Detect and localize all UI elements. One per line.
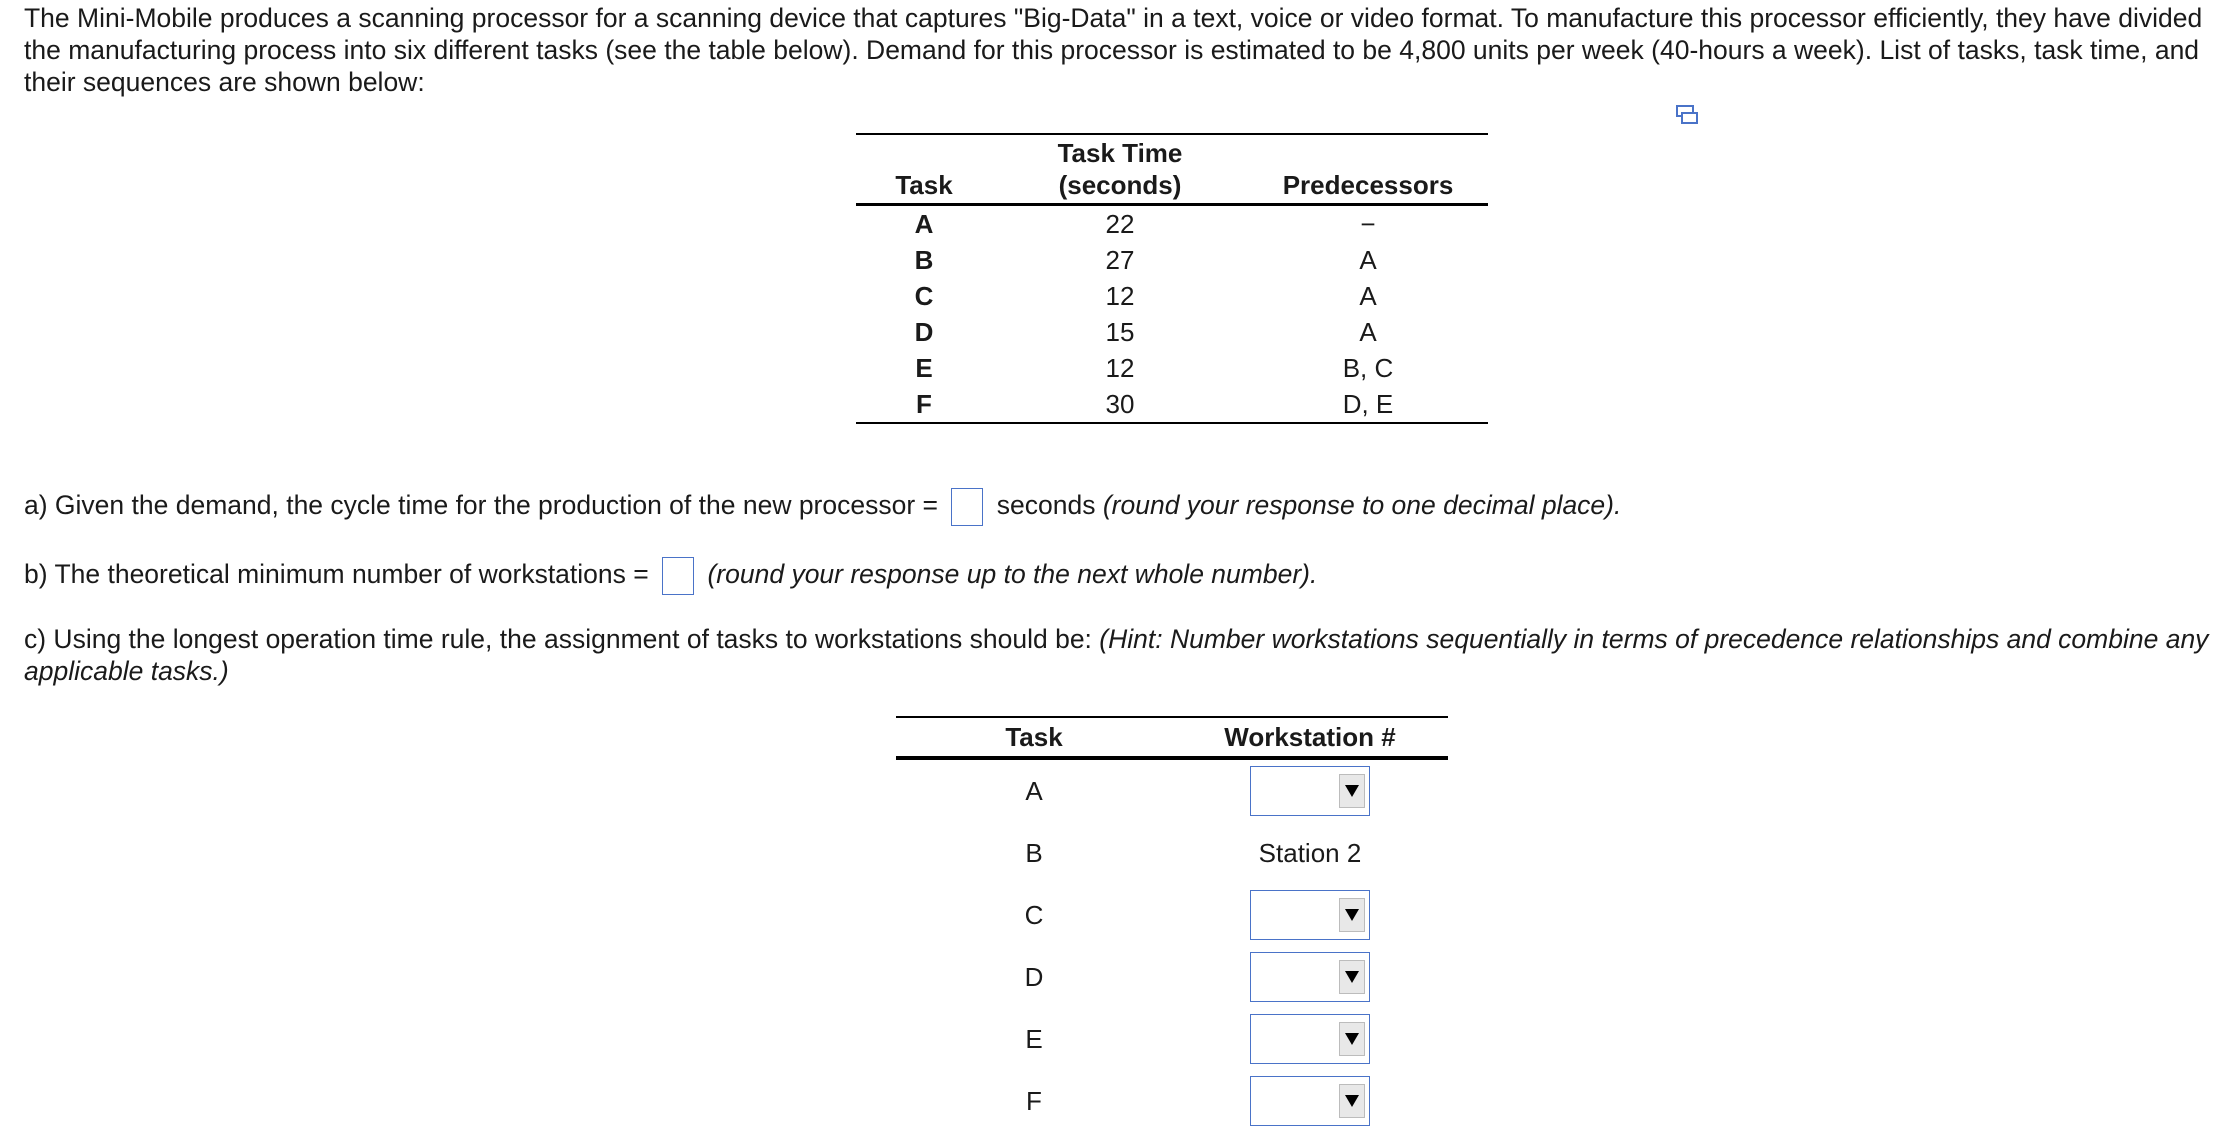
task-cell: F	[916, 389, 932, 419]
header-predecessors: Predecessors	[1282, 170, 1454, 200]
predecessor-cell: B, C	[1342, 353, 1394, 383]
time-cell: 12	[1105, 353, 1135, 383]
task-cell: D	[1024, 961, 1044, 992]
workstation-cell	[1172, 758, 1448, 822]
dropdown-arrow-icon[interactable]	[1339, 774, 1365, 808]
question-c	[24, 623, 2224, 687]
question-c-text: c) Using the longest operation time rule, the assignment of tasks to workstations should be:	[24, 624, 1092, 654]
table-row	[896, 1070, 1448, 1132]
predecessor-cell: A	[1359, 245, 1377, 275]
min-workstations-input[interactable]	[662, 557, 694, 595]
workstation-cell	[1172, 946, 1448, 1008]
table-row	[856, 242, 1488, 278]
predecessor-cell: A	[1359, 281, 1377, 311]
workstation-cell	[1172, 1008, 1448, 1070]
time-cell: 30	[1105, 389, 1135, 419]
task-cell: C	[914, 281, 934, 311]
workstation-select-d[interactable]	[1250, 952, 1370, 1002]
workstation-cell: Station 2	[1258, 837, 1362, 868]
header-task: Task	[1005, 721, 1063, 752]
task-cell: A	[914, 209, 934, 239]
task-cell: E	[915, 353, 933, 383]
workstation-select-c[interactable]	[1250, 890, 1370, 940]
task-time-table	[856, 133, 1488, 424]
table-row	[856, 350, 1488, 386]
question-a-unit: seconds	[996, 490, 1096, 520]
header-task-time: Task Time (seconds)	[1057, 138, 1183, 200]
question-b-text: b) The theoretical minimum number of workstations =	[24, 559, 649, 589]
header-task: Task	[895, 170, 953, 200]
problem-intro: The Mini-Mobile produces a scanning processor for a scanning device that captures "Big-Data" in a text, voice or video format. To manufacture this processor efficiently, they have divided the manufacturing process into six different tasks (see the table below). Demand for this processor is estimated to be 4,800 units per week (40-hours a week). List of tasks, task time, and their sequences are shown below:	[24, 3, 2203, 97]
workstation-select-f[interactable]	[1250, 1076, 1370, 1126]
task-cell: A	[1025, 775, 1043, 806]
dropdown-arrow-icon[interactable]	[1339, 1022, 1365, 1056]
predecessor-cell: D, E	[1342, 389, 1394, 419]
dropdown-arrow-icon[interactable]	[1339, 898, 1365, 932]
task-cell: E	[1025, 1023, 1043, 1054]
question-a-text: a) Given the demand, the cycle time for the production of the new processor =	[24, 490, 939, 520]
task-cell: D	[914, 317, 934, 347]
table-row	[896, 884, 1448, 946]
table-row	[896, 1008, 1448, 1070]
question-a-note: (round your response to one decimal place).	[1102, 490, 1622, 520]
table-row	[896, 758, 1448, 822]
workstation-select-e[interactable]	[1250, 1014, 1370, 1064]
time-cell: 12	[1105, 281, 1135, 311]
copy-icon[interactable]	[1675, 104, 1699, 126]
task-cell: C	[1024, 899, 1044, 930]
table-row	[856, 386, 1488, 423]
header-workstation: Workstation #	[1224, 721, 1396, 752]
time-cell: 15	[1105, 317, 1135, 347]
predecessor-cell: −	[1360, 209, 1376, 239]
question-b-note: (round your response up to the next whole number).	[707, 559, 1318, 589]
dropdown-arrow-icon[interactable]	[1339, 960, 1365, 994]
predecessor-cell: A	[1359, 317, 1377, 347]
time-cell: 27	[1105, 245, 1135, 275]
task-cell: F	[1026, 1085, 1042, 1116]
dropdown-arrow-icon[interactable]	[1339, 1084, 1365, 1118]
table-row	[896, 822, 1448, 884]
table-row	[856, 205, 1488, 243]
table-row	[856, 278, 1488, 314]
workstation-cell	[1172, 1070, 1448, 1132]
workstation-assignment-table	[896, 716, 1448, 1132]
workstation-cell	[1172, 884, 1448, 946]
question-c-hint: (Hint: Number workstations sequentially in terms of precedence relationships and combine any applicable tasks.)	[24, 624, 2209, 686]
workstation-select-a[interactable]	[1250, 766, 1370, 816]
table-row	[856, 314, 1488, 350]
task-cell: B	[1025, 837, 1043, 868]
table-row	[896, 946, 1448, 1008]
cycle-time-input[interactable]	[951, 488, 983, 526]
time-cell: 22	[1105, 209, 1135, 239]
question-b	[24, 557, 1317, 595]
task-cell: B	[914, 245, 934, 275]
question-a	[24, 488, 1621, 526]
